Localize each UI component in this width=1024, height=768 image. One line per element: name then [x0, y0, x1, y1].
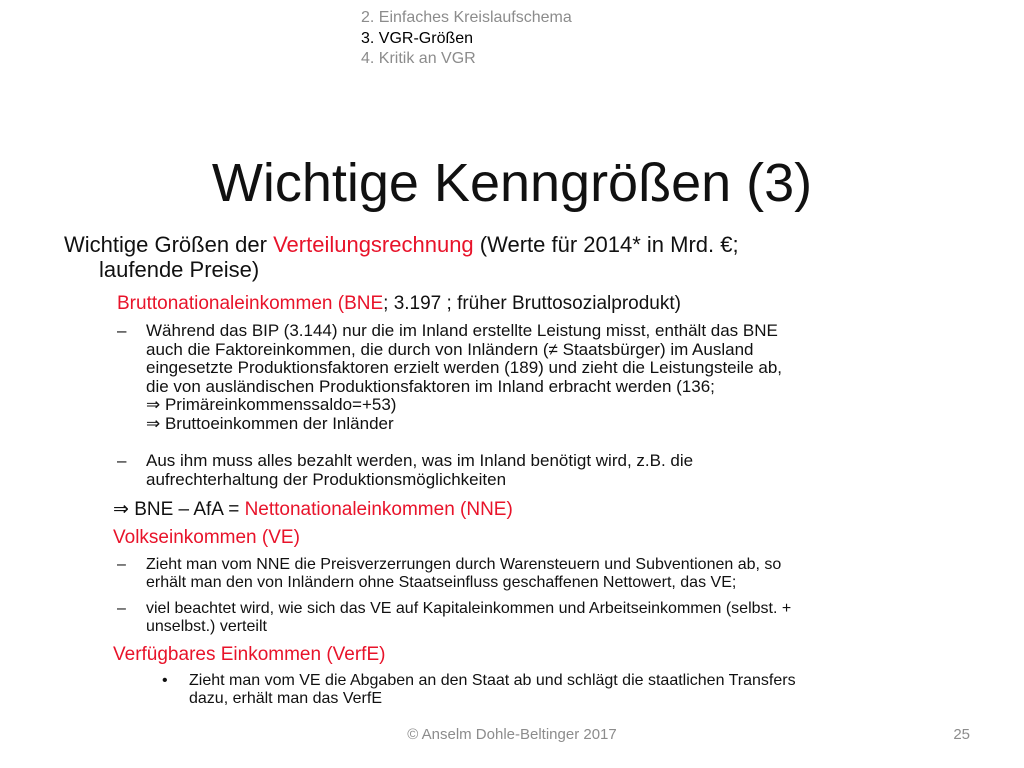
nne-heading: Nettonationaleinkommen (NNE): [244, 499, 513, 520]
dash-marker: –: [117, 600, 126, 617]
bne-point-2: [146, 452, 976, 489]
bne-point-2-line: Aus ihm muss alles bezahlt werden, was im Inland benötigt wird, z.B. die: [146, 451, 694, 470]
section-nav: [361, 8, 572, 70]
verfe-point: [189, 672, 969, 707]
intro-post: (Werte für 2014* in Mrd. €;: [473, 232, 739, 257]
intro-text: [64, 232, 964, 282]
page-number: 25: [953, 726, 970, 743]
footer-copyright: © Anselm Dohle-Beltinger 2017: [407, 726, 617, 743]
slide-title: Wichtige Kenngrößen (3): [211, 153, 813, 213]
verfe-point-line: Zieht man vom VE die Abgaben an den Staat ab und schlägt die staatlichen Transfers: [189, 672, 796, 689]
bne-heading-rest: ; 3.197 ; früher Bruttosozialprodukt): [383, 293, 681, 314]
ve-point-2: [146, 600, 976, 635]
nav-item-kritik[interactable]: 4. Kritik an VGR: [361, 50, 476, 67]
dash-marker: –: [117, 556, 126, 573]
bne-point-1-line: die von ausländischen Produktionsfaktoren im Inland erbracht werden (136;: [146, 376, 715, 396]
intro-line2: laufende Preise): [99, 257, 260, 282]
bne-point-1-line: auch die Faktoreinkommen, die durch von Inländern (≠ Staatsbürger) im Ausland: [146, 339, 754, 359]
bne-point-1: [146, 322, 976, 433]
intro-highlight: Verteilungsrechnung: [273, 232, 474, 257]
dash-marker: –: [117, 321, 127, 340]
verfe-point-line: dazu, erhält man das VerfE: [189, 689, 382, 707]
bullet-marker: •: [162, 672, 168, 689]
bne-point-1-line: Während das BIP (3.144) nur die im Inland erstellte Leistung misst, enthält das BNE: [146, 321, 778, 340]
nne-line: [113, 499, 513, 521]
primaereinkommenssaldo-line: ⇒ Primäreinkommenssaldo=+53): [146, 395, 397, 414]
ve-point-2-line: unselbst.) verteilt: [146, 617, 267, 635]
ve-heading: Volkseinkommen (VE): [113, 527, 300, 548]
nav-item-vgr-groessen[interactable]: 3. VGR-Größen: [361, 29, 474, 47]
bne-point-1-line: eingesetzte Produktionsfaktoren erzielt werden (189) und zieht die Leistungsteile ab,: [146, 358, 782, 377]
ve-point-1: [146, 556, 976, 591]
bne-heading: [117, 293, 681, 315]
bne-heading-red: Bruttonationaleinkommen (BNE: [117, 293, 384, 314]
ve-point-1-line: erhält man den von Inländern ohne Staatseinfluss geschaffenen Nettowert, das VE;: [146, 573, 737, 591]
ve-point-1-line: Zieht man vom NNE die Preisverzerrungen durch Warensteuern und Subventionen ab, so: [146, 556, 782, 573]
bruttoeinkommen-line: ⇒ Bruttoeinkommen der Inländer: [146, 413, 394, 433]
bne-point-2-line: aufrechterhaltung der Produktionsmöglichkeiten: [146, 469, 507, 489]
dash-marker: –: [117, 451, 127, 470]
verfe-heading: Verfügbares Einkommen (VerfE): [113, 644, 386, 665]
nav-item-kreislaufschema[interactable]: 2. Einfaches Kreislaufschema: [361, 9, 572, 26]
intro-pre: Wichtige Größen der: [64, 232, 274, 257]
ve-point-2-line: viel beachtet wird, wie sich das VE auf Kapitaleinkommen und Arbeitseinkommen (selbst. +: [146, 600, 792, 617]
nne-pre: ⇒ BNE – AfA =: [113, 499, 245, 520]
